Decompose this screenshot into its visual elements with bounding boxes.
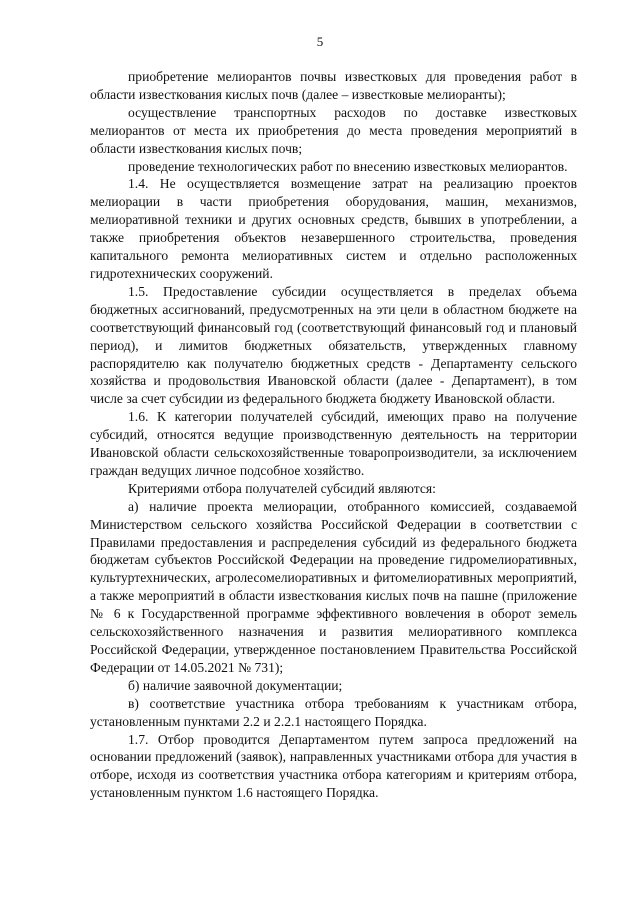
document-body: [90, 68, 577, 802]
paragraph-transport-costs: осуществление транспортных расходов по доставке известковых мелиорантов от места их приобретения до места проведения мероприятий в области известкования кислых почв;: [90, 104, 577, 156]
page-number: 5: [316, 34, 324, 49]
paragraph-criterion-a: а) наличие проекта мелиорации, отобранного комиссией, создаваемой Министерством сельского хозяйства Российской Федерации в соответствии с Правилами предоставления и распределения субсидий из федерального бюджета бюджетам субъектов Российской Федерации на проведение гидромелиоративных, культуртехнических, агролесомелиоративных и фитомелиоративных мероприятий, а также мероприятий в области известкования кислых почв на пашне (приложение № 6 к Государственной программе эффективного вовлечения в оборот земель сельскохозяйственного назначения и развития мелиоративного комплекса Российской Федерации, утвержденное постановлением Правительства Российской Федерации от 14.05.2021 № 731);: [90, 498, 577, 675]
paragraph-criterion-c: в) соответствие участника отбора требованиям к участникам отбора, установленным пунктами 2.2 и 2.2.1 настоящего Порядка.: [90, 695, 577, 729]
paragraph-1-6: 1.6. К категории получателей субсидий, имеющих право на получение субсидий, относятся ведущие производственную деятельность на территории Ивановской области сельскохозяйственные товаропроизводители, за исключением граждан ведущих личное подсобное хозяйство.: [90, 409, 577, 478]
paragraph-1-4: 1.4. Не осуществляется возмещение затрат на реализацию проектов мелиорации в части приобретения оборудования, машин, механизмов, мелиоративной техники и других основных средств, бывших в употреблении, а также приобретения объектов незавершенного строительства, проведения капитального ремонта мелиоративных систем и отдельно расположенных гидротехнических сооружений.: [90, 176, 577, 281]
paragraph-1-5: 1.5. Предоставление субсидии осуществляется в пределах объема бюджетных ассигнований, предусмотренных на эти цели в областном бюджете на соответствующий финансовый год (соответствующий финансовый год и плановый период), и лимитов бюджетных обязательств, утвержденных главному распорядителю как получателю бюджетных средств - Департаменту сельского хозяйства и продовольствия Ивановской области (далее - Департамент), в том числе за счет субсидии из федерального бюджета бюджету Ивановской области.: [90, 283, 577, 407]
paragraph-selection-criteria: Критериями отбора получателей субсидий являются:: [128, 480, 436, 496]
paragraph-technological-works: проведение технологических работ по внесению известковых мелиорантов.: [128, 158, 568, 174]
paragraph-liming-purchase: приобретение мелиорантов почвы известковых для проведения работ в области известкования кислых почв (далее – известковые мелиоранты);: [90, 69, 577, 102]
paragraph-1-7: 1.7. Отбор проводится Департаментом путем запроса предложений на основании предложений (заявок), направленных участниками отбора для участия в отборе, исходя из соответствия участника отбора категориям и критериям отбора, установленным пунктом 1.6 настоящего Порядка.: [90, 731, 577, 801]
paragraph-criterion-b: б) наличие заявочной документации;: [128, 677, 343, 693]
